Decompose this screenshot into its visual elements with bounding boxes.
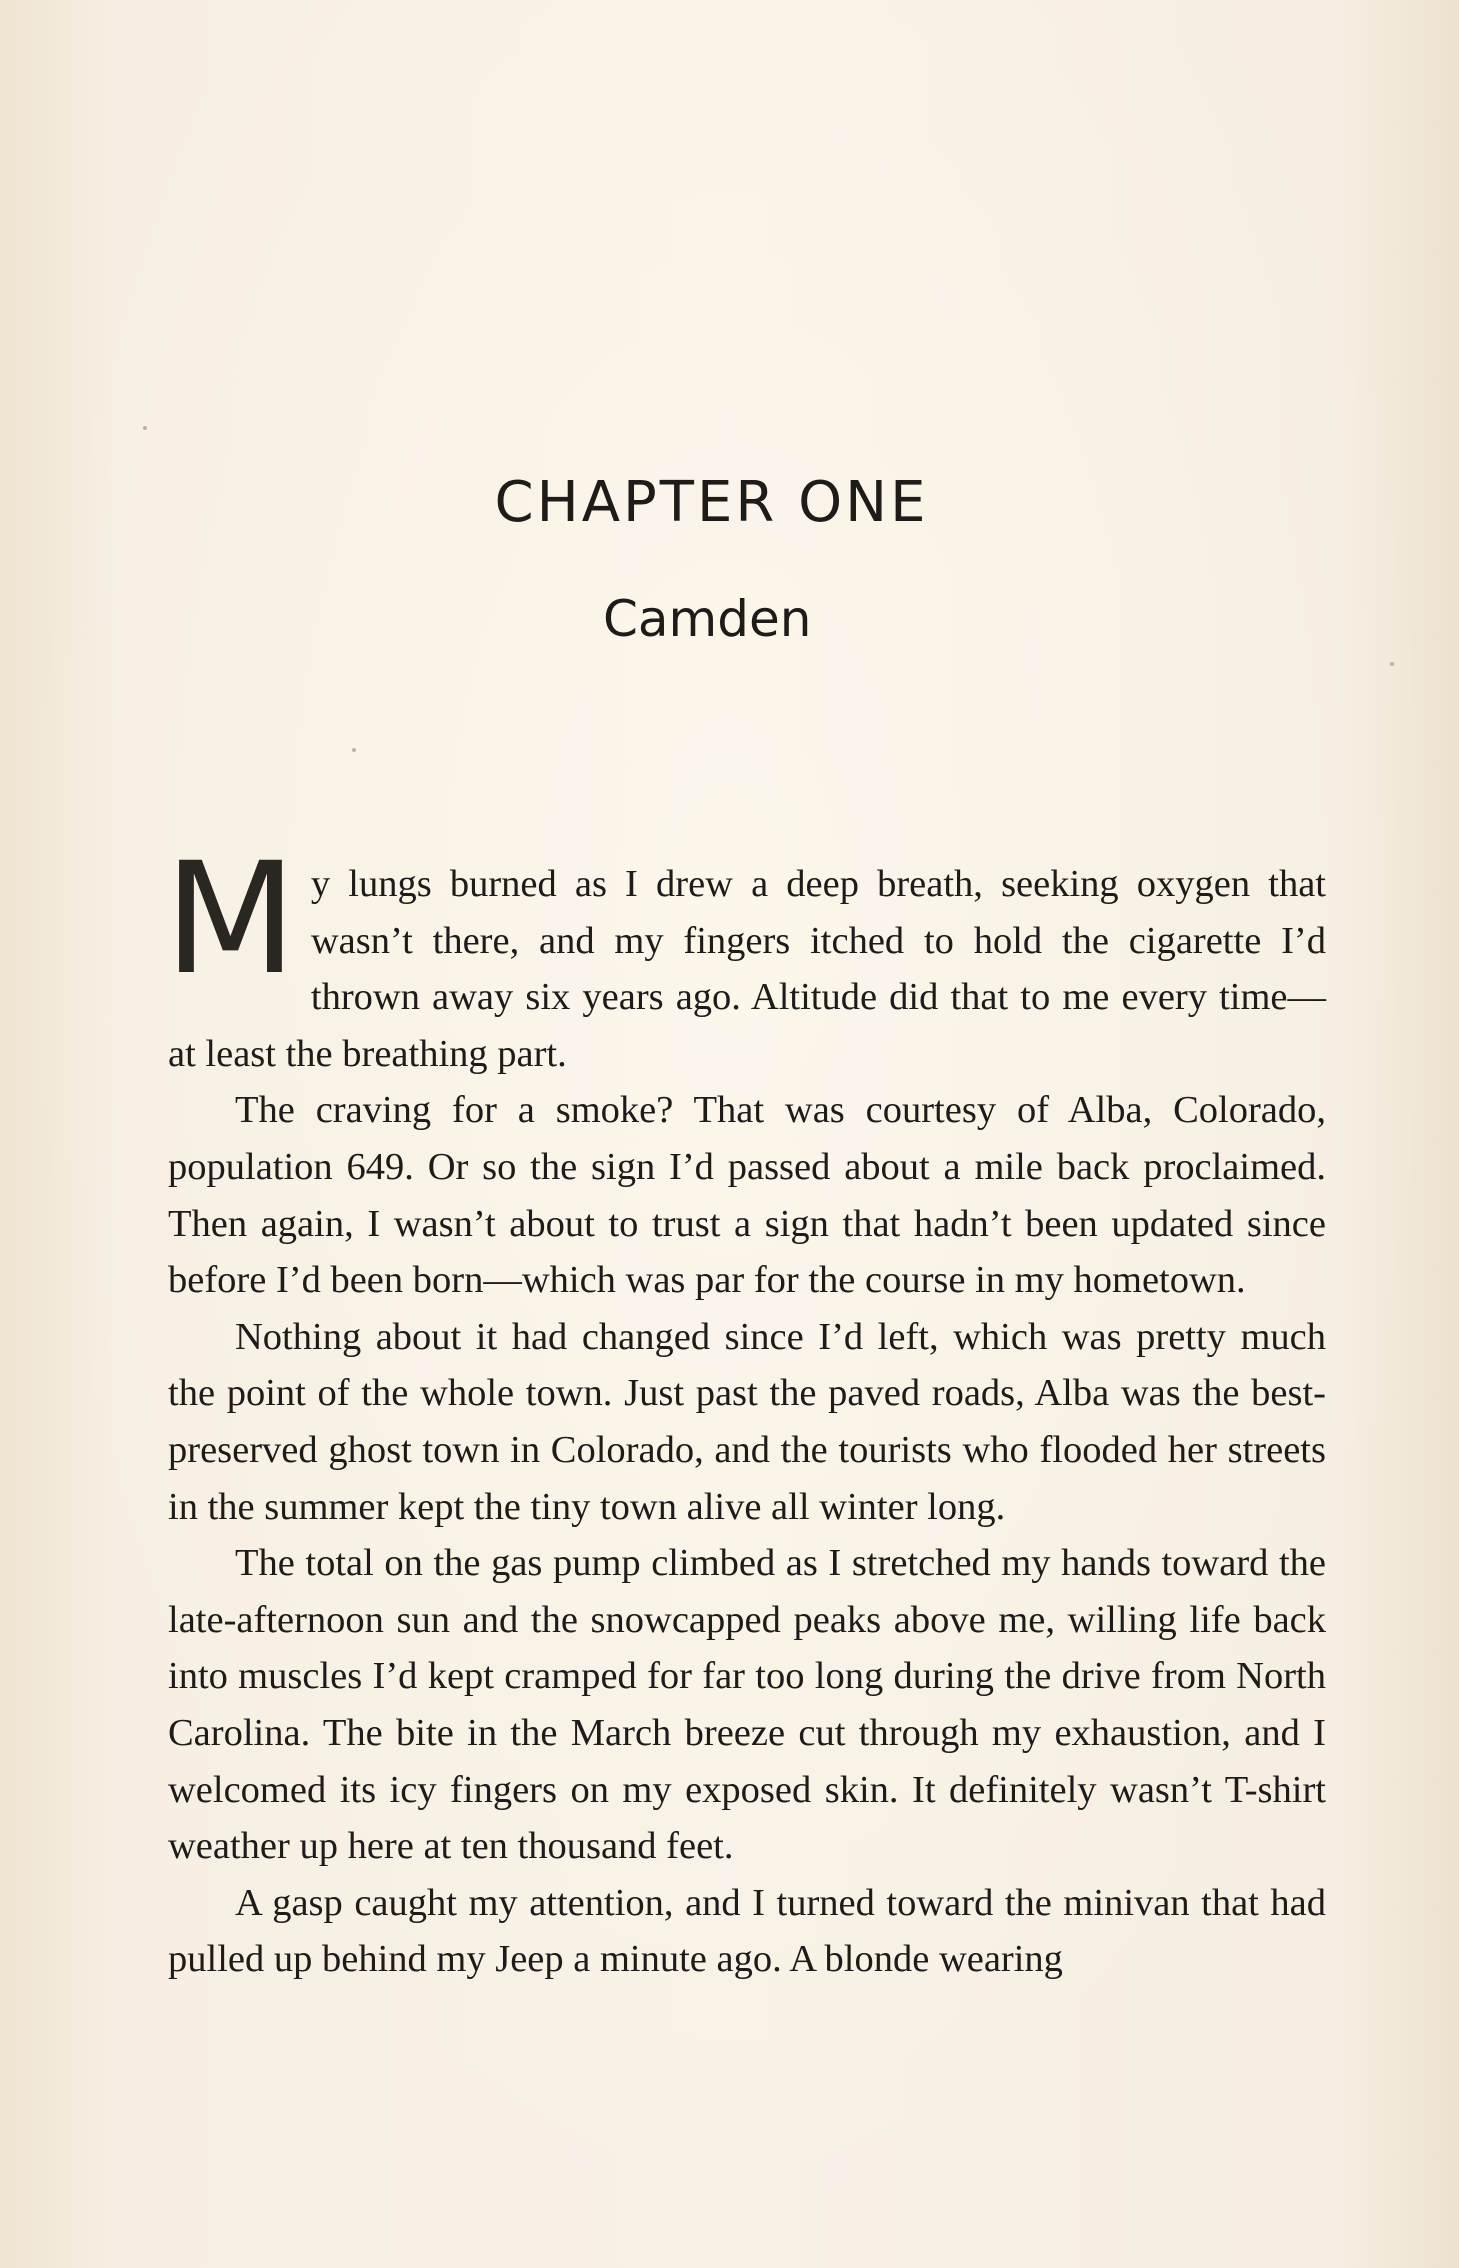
paragraph: The craving for a smoke? That was courtesy of Alba, Colorado, population 649. Or so the sign I’d passed about a mile back proclaimed. Then again, I wasn’t about to trust a sign that hadn’t been updated since before I’d been born—which was par for the course in my hometown. (168, 1089, 1326, 1302)
paragraph: A gasp caught my attention, and I turned toward the minivan that had pulled up behind my Jeep a minute ago. A blonde wearing (168, 1881, 1326, 1981)
chapter-body (164, 830, 1326, 1988)
paper-speck (1390, 662, 1394, 666)
paper-speck (143, 426, 147, 430)
chapter-subtitle: Camden (603, 590, 812, 648)
chapter-title: CHAPTER ONE (494, 470, 929, 535)
paragraph (164, 830, 1326, 1082)
paper-speck (352, 748, 356, 752)
paragraph: The total on the gas pump climbed as I stretched my hands toward the late-afternoon sun and the snowcapped peaks above me, willing life back into muscles I’d kept cramped for far too long during the drive from North Carolina. The bite in the March breeze cut through my exhaustion, and I welcomed its icy fingers on my exposed skin. It definitely wasn’t T-shirt weather up here at ten thousand feet. (168, 1542, 1326, 1868)
paragraph: Nothing about it had changed since I’d left, which was pretty much the point of the whole town. Just past the paved roads, Alba was the best-preserved ghost town in Colorado, and the tourists who flooded her streets in the summer kept the tiny town alive all winter long. (168, 1315, 1326, 1528)
drop-cap: M (164, 830, 297, 1009)
paragraph-text: y lungs burned as I drew a deep breath, seeking oxygen that wasn’t there, and my fingers itched to hold the cigarette I’d thrown away six years ago. Altitude did that to me every time—at least the breathing part. (168, 863, 1326, 1075)
